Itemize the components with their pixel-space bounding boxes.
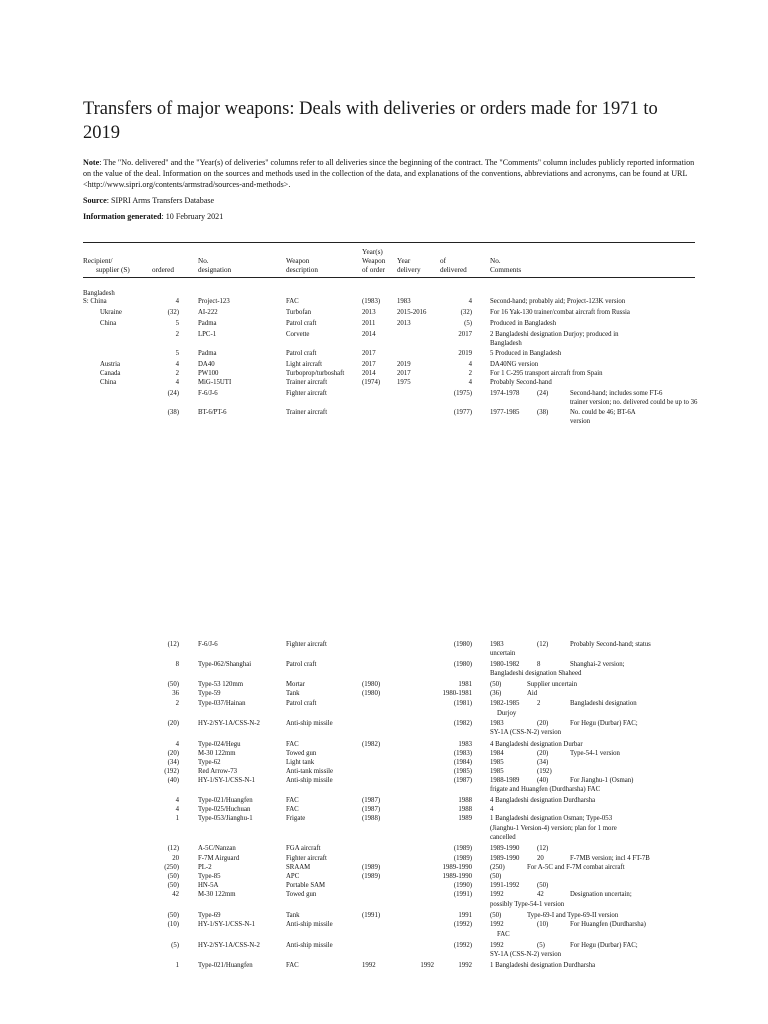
cell-comments: 1974-1978 xyxy=(490,390,520,397)
cell-description: Patrol craft xyxy=(286,661,317,668)
cell-comments: (50) xyxy=(490,873,502,880)
header-delivery: delivery xyxy=(397,266,421,274)
cell-description: FGA aircraft xyxy=(286,845,321,852)
cell-year-of-order: (1988) xyxy=(362,815,381,822)
cell-description: FAC xyxy=(286,797,299,804)
cell-recipient: Bangladesh xyxy=(83,290,115,297)
cell-description: Turbofan xyxy=(286,309,312,316)
cell-description: Fighter aircraft xyxy=(286,390,327,397)
cell-comments: SY-1A (CSS-N-2) version xyxy=(490,951,561,958)
cell-no-delivered: (38) xyxy=(537,409,549,416)
cell-comments: trainer version; no. delivered could be up to 36 xyxy=(570,399,698,406)
cell-description: Light tank xyxy=(286,759,315,766)
cell-comments: possibly Type-54-1 version xyxy=(490,901,565,908)
cell-year-of-order: (1991) xyxy=(362,912,381,919)
cell-designation: Type-69 xyxy=(198,912,221,919)
cell-comments: Second-hand; includes some FT-6 xyxy=(570,390,663,397)
cell-year-delivery: 1983 xyxy=(397,298,411,305)
cell-description: Patrol craft xyxy=(286,700,317,707)
cell-delivered: (1990) xyxy=(453,882,472,889)
cell-description: FAC xyxy=(286,741,299,748)
cell-description: Trainer aircraft xyxy=(286,409,328,416)
cell-delivered: (5) xyxy=(464,320,472,327)
header-no-2: No. xyxy=(490,257,501,265)
cell-comments: 1977-1985 xyxy=(490,409,520,416)
cell-description: SRAAM xyxy=(286,864,311,871)
note-paragraph xyxy=(83,157,695,190)
cell-year-of-order: (1982) xyxy=(362,741,381,748)
header-of: of xyxy=(440,257,446,265)
header-year: Year xyxy=(397,257,411,265)
cell-designation: HY-1/SY-1/CSS-N-1 xyxy=(198,777,256,784)
cell-delivered: (1982) xyxy=(453,720,472,727)
cell-comments: 4 Bangladeshi designation Durbar xyxy=(490,741,583,748)
cell-no-ordered: 5 xyxy=(175,350,179,357)
cell-no-ordered: 8 xyxy=(175,661,179,668)
cell-designation: Type-021/Huangfen xyxy=(198,797,253,804)
cell-designation: Type-053/Jianghu-1 xyxy=(198,815,253,822)
cell-no-ordered: (32) xyxy=(167,309,179,316)
cell-recipient: Canada xyxy=(100,370,121,377)
header-delivered: delivered xyxy=(440,266,467,274)
cell-no-ordered: (12) xyxy=(167,641,179,648)
cell-year-of-order: (1974) xyxy=(362,379,381,386)
cell-description: Patrol craft xyxy=(286,350,317,357)
cell-comments: F-7MB version; incl 4 FT-7B xyxy=(570,855,650,862)
cell-designation: Type-037/Hainan xyxy=(198,700,246,707)
cell-delivered: 1980-1981 xyxy=(442,690,472,697)
cell-comments: For A-5C and F-7M combat aircraft xyxy=(527,864,625,871)
header-designation: designation xyxy=(198,266,232,274)
cell-description: Anti-tank missile xyxy=(286,768,334,775)
cell-designation: Project-123 xyxy=(198,298,230,305)
cell-delivered: 1988 xyxy=(458,797,472,804)
cell-description: Trainer aircraft xyxy=(286,379,328,386)
header-description: description xyxy=(286,266,318,274)
cell-description: Fighter aircraft xyxy=(286,641,327,648)
cell-delivered: (1975) xyxy=(453,390,472,397)
generated-line xyxy=(83,212,223,221)
cell-comments: frigate and Huangfen (Durdharsha) FAC xyxy=(490,786,601,793)
cell-no-ordered: 4 xyxy=(175,797,179,804)
cell-no-delivered: (24) xyxy=(537,390,549,397)
cell-delivered: (1980) xyxy=(453,641,472,648)
cell-comments: 1992 xyxy=(490,942,504,949)
cell-comments: 1 Bangladeshi designation Durdharsha xyxy=(490,962,596,969)
cell-comments: FAC xyxy=(497,931,510,938)
cell-designation: Type-62 xyxy=(198,759,221,766)
cell-designation: Red Arrow-73 xyxy=(198,768,238,775)
cell-comments: (Jianghu-1 Version-4) version; plan for 1 more xyxy=(490,825,617,832)
cell-delivered: 1992 xyxy=(458,962,472,969)
cell-designation: Type-024/Hegu xyxy=(198,741,241,748)
cell-comments: Probably Second-hand xyxy=(490,379,552,386)
cell-designation: M-30 122mm xyxy=(198,750,236,757)
cell-designation: A-5C/Nanzan xyxy=(198,845,236,852)
cell-comments: 1991-1992 xyxy=(490,882,520,889)
cell-no-ordered: (5) xyxy=(171,942,179,949)
cell-description: FAC xyxy=(286,806,299,813)
cell-description: Patrol craft xyxy=(286,320,317,327)
cell-year-of-order: 2017 xyxy=(362,350,376,357)
cell-comments: Second-hand; probably aid; Project-123K version xyxy=(490,298,626,305)
source-label: Source xyxy=(83,196,107,205)
cell-no-ordered: 4 xyxy=(175,298,179,305)
cell-description: Fighter aircraft xyxy=(286,855,327,862)
cell-delivered: 4 xyxy=(468,298,472,305)
cell-no-ordered: (192) xyxy=(164,768,179,775)
cell-no-ordered: (10) xyxy=(167,921,179,928)
cell-year-of-order: 2014 xyxy=(362,331,376,338)
cell-no-delivered: (40) xyxy=(537,777,549,784)
cell-designation: LPC-1 xyxy=(198,331,217,338)
cell-year-delivery: 1975 xyxy=(397,379,411,386)
cell-year-of-order: (1987) xyxy=(362,806,381,813)
cell-comments: 1989-1990 xyxy=(490,855,520,862)
cell-comments: Type-54-1 version xyxy=(570,750,620,757)
cell-description: Anti-ship missile xyxy=(286,720,333,727)
cell-description: Towed gun xyxy=(286,891,317,898)
header-supplier: supplier (S) xyxy=(96,266,130,274)
cell-delivered: (1987) xyxy=(453,777,472,784)
cell-no-ordered: (20) xyxy=(167,720,179,727)
cell-designation: PL-2 xyxy=(198,864,212,871)
cell-comments: Shanghai-2 version; xyxy=(570,661,625,668)
cell-year-of-order: (1980) xyxy=(362,681,381,688)
cell-comments: 1 Bangladeshi designation Osman; Type-053 xyxy=(490,815,613,822)
cell-designation: M-30 122mm xyxy=(198,891,236,898)
cell-no-ordered: (34) xyxy=(167,759,179,766)
cell-designation: F-6/J-6 xyxy=(198,641,218,648)
cell-comments: Supplier uncertain xyxy=(527,681,578,688)
cell-delivered: 1991 xyxy=(458,912,472,919)
cell-year-delivery: 2017 xyxy=(397,370,411,377)
cell-comments: 1980-1982 xyxy=(490,661,520,668)
cell-description: Tank xyxy=(286,912,300,919)
cell-year-delivery: 1992 xyxy=(420,962,434,969)
cell-no-ordered: (50) xyxy=(167,912,179,919)
cell-no-delivered: 8 xyxy=(537,661,541,668)
cell-comments: Type-69-I and Type-69-II version xyxy=(527,912,619,919)
cell-comments: SY-1A (CSS-N-2) version xyxy=(490,729,561,736)
cell-year-of-order: 2017 xyxy=(362,361,376,368)
cell-description: Mortar xyxy=(286,681,305,688)
cell-description: Portable SAM xyxy=(286,882,326,889)
cell-comments: Aid xyxy=(527,690,538,697)
cell-description: Anti-ship missile xyxy=(286,921,333,928)
cell-no-ordered: 36 xyxy=(172,690,179,697)
cell-comments: 2 Bangladeshi designation Durjoy; produced in xyxy=(490,331,619,338)
cell-no-ordered: 42 xyxy=(172,891,179,898)
cell-description: FAC xyxy=(286,298,299,305)
cell-comments: (36) xyxy=(490,690,502,697)
document-title: Transfers of major weapons: Deals with deliveries or orders made for 1971 to 2019 xyxy=(83,99,658,143)
cell-no-ordered: (50) xyxy=(167,873,179,880)
note-text: : The "No. delivered" and the "Year(s) of deliveries" columns refer to all deliveries since the beginning of the contract. The "Comments" column includes publicly reported information on the value of the deal. Information on the sources and methods used in the collection of the data, and explanations of the conventions, abbreviations and acronyms, can be found at URL <http://www.sipri.org/contents/armstrad/sources-and-methods>. xyxy=(83,158,695,189)
cell-no-ordered: (12) xyxy=(167,845,179,852)
header-recipient: Recipient/ xyxy=(83,257,113,265)
cell-delivered: 1988 xyxy=(458,806,472,813)
cell-delivered: (1980) xyxy=(453,661,472,668)
cell-comments: For Jianghu-1 (Osman) xyxy=(570,777,634,784)
cell-designation: F-6/J-6 xyxy=(198,390,218,397)
cell-description: FAC xyxy=(286,962,299,969)
cell-comments: cancelled xyxy=(490,834,516,841)
cell-comments: 1983 xyxy=(490,641,504,648)
cell-comments: Bangladesh xyxy=(490,340,522,347)
cell-delivered: (1983) xyxy=(453,750,472,757)
cell-comments: For Hegu (Durbar) FAC; xyxy=(570,942,638,949)
header-no: No. xyxy=(198,257,209,265)
cell-designation: Type-025/Huchuan xyxy=(198,806,251,813)
cell-designation: DA40 xyxy=(198,361,215,368)
cell-delivered: (1984) xyxy=(453,759,472,766)
cell-delivered: 2 xyxy=(468,370,472,377)
cell-description: APC xyxy=(286,873,300,880)
cell-designation: F-7M Airguard xyxy=(198,855,240,862)
cell-delivered: (1989) xyxy=(453,855,472,862)
cell-comments: No. could be 46; BT-6A xyxy=(570,409,636,416)
cell-designation: AI-222 xyxy=(198,309,218,316)
cell-comments: (50) xyxy=(490,681,502,688)
cell-no-ordered: 1 xyxy=(175,815,179,822)
cell-description: Anti-ship missile xyxy=(286,942,333,949)
table-top-rule xyxy=(83,242,695,243)
cell-year-delivery: 2013 xyxy=(397,320,411,327)
cell-no-ordered: (40) xyxy=(167,777,179,784)
cell-description: Turboprop/turboshaft xyxy=(286,370,345,377)
cell-comments: 4 Bangladeshi designation Durdharsha xyxy=(490,797,596,804)
cell-comments: 1992 xyxy=(490,921,504,928)
cell-comments: (50) xyxy=(490,912,502,919)
cell-designation: Type-59 xyxy=(198,690,221,697)
cell-description: Tank xyxy=(286,690,300,697)
cell-designation: Type-53 120mm xyxy=(198,681,244,688)
cell-no-ordered: (20) xyxy=(167,750,179,757)
cell-comments: 1985 xyxy=(490,759,504,766)
source-text: : SIPRI Arms Transfers Database xyxy=(106,196,215,205)
cell-no-delivered: 20 xyxy=(537,855,544,862)
cell-delivered: 1989-1990 xyxy=(442,873,472,880)
cell-no-delivered: (12) xyxy=(537,845,549,852)
cell-no-delivered: (34) xyxy=(537,759,549,766)
cell-no-ordered: 20 xyxy=(172,855,179,862)
cell-comments: (250) xyxy=(490,864,505,871)
cell-no-delivered: (10) xyxy=(537,921,549,928)
cell-year-of-order: (1980) xyxy=(362,690,381,697)
cell-delivered: (32) xyxy=(460,309,472,316)
cell-comments: 1985 xyxy=(490,768,504,775)
cell-no-ordered: 4 xyxy=(175,379,179,386)
cell-comments: Durjoy xyxy=(497,710,517,717)
cell-no-ordered: (250) xyxy=(164,864,179,871)
header-ordered: ordered xyxy=(152,266,174,274)
cell-designation: Padma xyxy=(198,320,217,327)
cell-comments: 1992 xyxy=(490,891,504,898)
cell-no-delivered: 42 xyxy=(537,891,544,898)
cell-delivered: 1989 xyxy=(458,815,472,822)
cell-designation: PW100 xyxy=(198,370,219,377)
cell-recipient: China xyxy=(100,379,117,386)
generated-text: : 10 February 2021 xyxy=(161,212,224,221)
cell-delivered: 4 xyxy=(468,361,472,368)
cell-year-delivery: 2019 xyxy=(397,361,411,368)
cell-no-ordered: (38) xyxy=(167,409,179,416)
cell-comments: For Huangfen (Durdharsha) xyxy=(570,921,646,928)
cell-description: Towed gun xyxy=(286,750,317,757)
source-line xyxy=(83,196,214,205)
header-comments: Comments xyxy=(490,266,522,274)
cell-delivered: 4 xyxy=(468,379,472,386)
cell-delivered: (1991) xyxy=(453,891,472,898)
cell-year-of-order: 1992 xyxy=(362,962,376,969)
cell-designation: Type-021/Huangfen xyxy=(198,962,253,969)
cell-recipient: Ukraine xyxy=(100,309,122,316)
cell-comments: version xyxy=(570,418,591,425)
cell-designation: Type-062/Shanghai xyxy=(198,661,252,668)
cell-recipient: S: China xyxy=(83,298,107,305)
cell-year-of-order: (1989) xyxy=(362,873,381,880)
cell-no-delivered: (20) xyxy=(537,750,549,757)
cell-no-ordered: 4 xyxy=(175,741,179,748)
cell-comments: 1984 xyxy=(490,750,504,757)
cell-year-of-order: 2013 xyxy=(362,309,376,316)
cell-no-ordered: 2 xyxy=(175,370,179,377)
cell-year-of-order: 2014 xyxy=(362,370,376,377)
cell-no-ordered: 2 xyxy=(175,700,179,707)
cell-year-of-order: (1989) xyxy=(362,864,381,871)
cell-delivered: (1981) xyxy=(453,700,472,707)
cell-no-delivered: (12) xyxy=(537,641,549,648)
cell-designation: MiG-15UTI xyxy=(198,379,232,386)
note-label: Note xyxy=(83,158,100,167)
cell-delivered: (1992) xyxy=(453,942,472,949)
cell-no-delivered: (50) xyxy=(537,882,549,889)
cell-description: Anti-ship missile xyxy=(286,777,333,784)
cell-no-delivered: (20) xyxy=(537,720,549,727)
cell-delivered: (1992) xyxy=(453,921,472,928)
cell-no-delivered: (192) xyxy=(537,768,552,775)
cell-no-ordered: 1 xyxy=(175,962,179,969)
cell-designation: HY-1/SY-1/CSS-N-1 xyxy=(198,921,256,928)
cell-year-of-order: 2011 xyxy=(362,320,376,327)
cell-delivered: (1989) xyxy=(453,845,472,852)
header-weapon-2: Weapon xyxy=(362,257,386,265)
table-header-rule xyxy=(83,277,695,278)
cell-no-ordered: (50) xyxy=(167,882,179,889)
cell-comments: uncertain xyxy=(490,650,516,657)
cell-delivered: 1989-1990 xyxy=(442,864,472,871)
cell-comments: 1988-1989 xyxy=(490,777,520,784)
cell-no-delivered: 2 xyxy=(537,700,541,707)
cell-no-ordered: 4 xyxy=(175,806,179,813)
cell-recipient: China xyxy=(100,320,117,327)
cell-comments: DA40NG version xyxy=(490,361,539,368)
cell-no-ordered: (50) xyxy=(167,681,179,688)
cell-year-of-order: (1983) xyxy=(362,298,381,305)
cell-comments: Designation uncertain; xyxy=(570,891,632,898)
cell-no-ordered: (24) xyxy=(167,390,179,397)
cell-comments: 5 Produced in Bangladesh xyxy=(490,350,562,357)
cell-designation: HY-2/SY-1A/CSS-N-2 xyxy=(198,720,260,727)
cell-description: Corvette xyxy=(286,331,310,338)
cell-delivered: (1977) xyxy=(453,409,472,416)
cell-year-delivery: 2015-2016 xyxy=(397,309,427,316)
cell-designation: Padma xyxy=(198,350,217,357)
cell-delivered: 1981 xyxy=(458,681,472,688)
cell-comments: 1983 xyxy=(490,720,504,727)
cell-comments: For 1 C-295 transport aircraft from Spain xyxy=(490,370,603,377)
cell-comments: For Hegu (Durbar) FAC; xyxy=(570,720,638,727)
cell-recipient: Austria xyxy=(100,361,121,368)
cell-comments: 4 xyxy=(490,806,494,813)
header-weapon: Weapon xyxy=(286,257,310,265)
cell-no-ordered: 4 xyxy=(175,361,179,368)
cell-no-ordered: 2 xyxy=(175,331,179,338)
cell-designation: HN-5A xyxy=(198,882,219,889)
header-of-order: of order xyxy=(362,266,385,274)
cell-comments: Bangladeshi designation Shaheed xyxy=(490,670,582,677)
cell-description: Light aircraft xyxy=(286,361,323,368)
cell-comments: Produced in Bangladesh xyxy=(490,320,557,327)
cell-comments: For 16 Yak-130 trainer/combat aircraft from Russia xyxy=(490,309,630,316)
cell-description: Frigate xyxy=(286,815,306,822)
cell-comments: 1989-1990 xyxy=(490,845,520,852)
cell-comments: Bangladeshi designation xyxy=(570,700,637,707)
cell-no-delivered: (5) xyxy=(537,942,545,949)
cell-designation: BT-6/PT-6 xyxy=(198,409,227,416)
cell-delivered: (1985) xyxy=(453,768,472,775)
cell-year-of-order: (1987) xyxy=(362,797,381,804)
cell-comments: Probably Second-hand; status xyxy=(570,641,651,648)
cell-delivered: 2017 xyxy=(458,331,472,338)
cell-delivered: 2019 xyxy=(458,350,472,357)
header-years: Year(s) xyxy=(362,248,383,256)
cell-designation: HY-2/SY-1A/CSS-N-2 xyxy=(198,942,260,949)
cell-designation: Type-85 xyxy=(198,873,221,880)
cell-no-ordered: 5 xyxy=(175,320,179,327)
cell-delivered: 1983 xyxy=(458,741,472,748)
cell-comments: 1982-1985 xyxy=(490,700,520,707)
generated-label: Information generated xyxy=(83,212,162,221)
